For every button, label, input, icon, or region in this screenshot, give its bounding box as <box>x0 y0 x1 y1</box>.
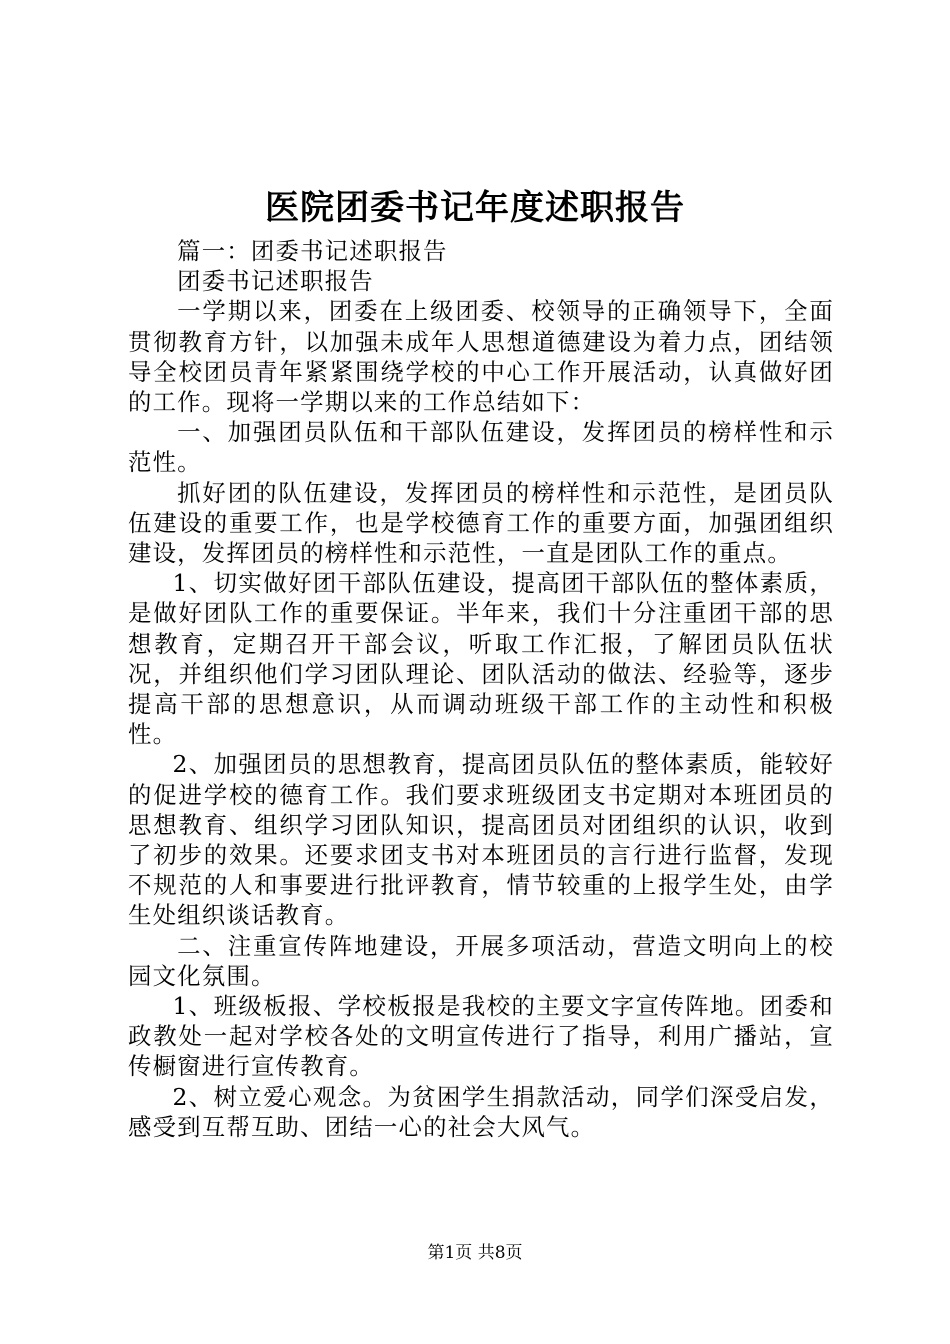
paragraph: 抓好团的队伍建设，发挥团员的榜样性和示范性，是团员队伍建设的重要工作，也是学校德育工作的重要方面，加强团组织建设，发挥团员的榜样性和示范性，一直是团队工作的重点。 <box>128 478 834 568</box>
page-footer: 第1页 共8页 <box>427 1243 523 1263</box>
report-subtitle: 团委书记述职报告 <box>177 267 374 296</box>
paragraph-heading-2: 二、注重宣传阵地建设，开展多项活动，营造文明向上的校园文化氛围。 <box>128 931 834 990</box>
document-body <box>128 236 834 1142</box>
paragraph-item-1: 1、切实做好团干部队伍建设，提高团干部队伍的整体素质，是做好团队工作的重要保证。半年来，我们十分注重团干部的思想教育，定期召开干部会议，听取工作汇报，了解团员队伍状况，并组织他们学习团队理论、团队活动的做法、经验等，逐步提高干部的思想意识，从而调动班级干部工作的主动性和积极性。 <box>128 569 834 749</box>
paragraph-item-2b: 2、树立爱心观念。为贫困学生捐款活动，同学们深受启发，感受到互帮互助、团结一心的社会大风气。 <box>128 1082 834 1141</box>
section-heading: 篇一：团委书记述职报告 <box>177 237 448 265</box>
paragraph-heading-1: 一、加强团员队伍和干部队伍建设，发挥团员的榜样性和示范性。 <box>128 418 834 477</box>
paragraph-item-1b: 1、班级板报、学校板报是我校的主要文字宣传阵地。团委和政教处一起对学校各处的文明宣传进行了指导，利用广播站，宣传橱窗进行宣传教育。 <box>128 992 834 1081</box>
paragraph-intro: 一学期以来，团委在上级团委、校领导的正确领导下，全面贯彻教育方针，以加强未成年人思想道德建设为着力点，团结领导全校团员青年紧紧围绕学校的中心工作开展活动，认真做好团的工作。现将一学期以来的工作总结如下： <box>128 297 834 417</box>
paragraph-item-2: 2、加强团员的思想教育，提高团员队伍的整体素质，能较好的促进学校的德育工作。我们要求班级团支书定期对本班团员的思想教育、组织学习团队知识，提高团员对团组织的认识，收到了初步的效果。还要求团支书对本班团员的言行进行监督，发现不规范的人和事要进行批评教育，情节较重的上报学生处，由学生处组织谈话教育。 <box>128 750 834 930</box>
document-title: 医院团委书记年度述职报告 <box>265 188 685 228</box>
